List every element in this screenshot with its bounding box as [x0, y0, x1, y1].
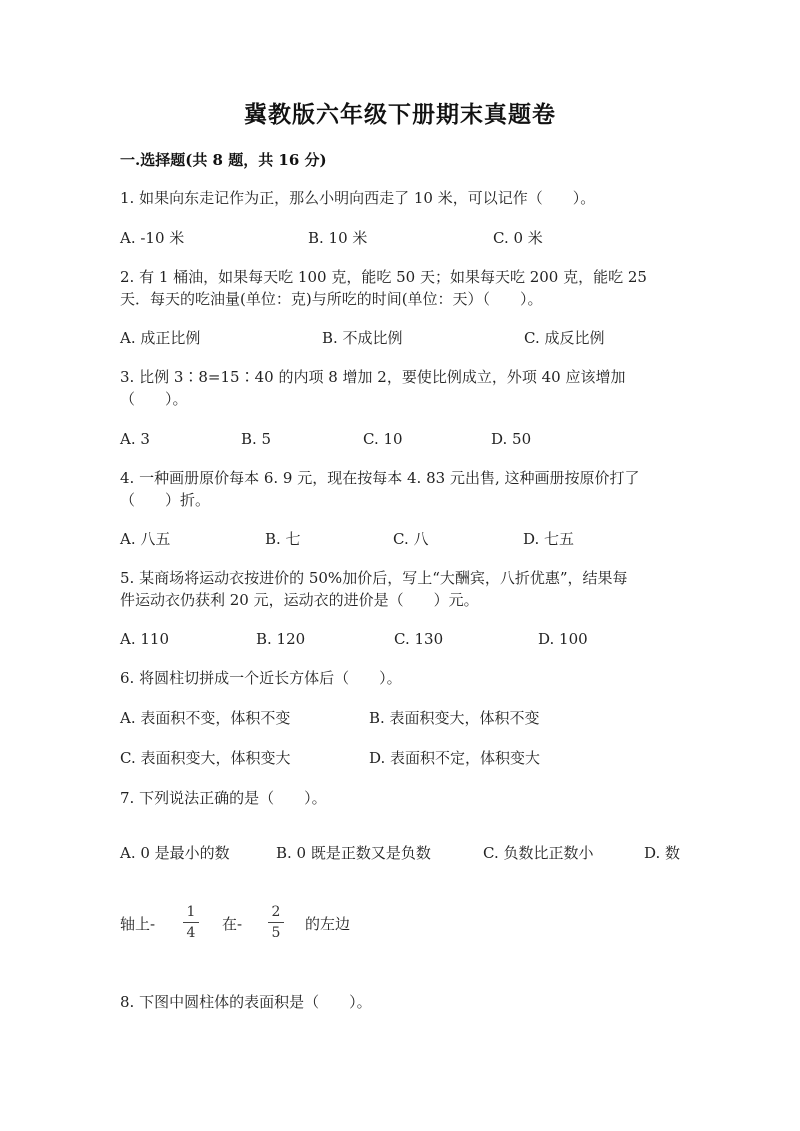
q1-option-c: C. 0 米 — [493, 229, 543, 247]
q7-option-c: C. 负数比正数小 — [483, 844, 594, 862]
fraction-two-fifths — [268, 904, 284, 941]
question-4-line-2: （ ）折。 — [120, 491, 211, 509]
question-7: 7. 下列说法正确的是（ ）。 — [120, 789, 327, 807]
fraction-denominator: 5 — [271, 925, 281, 941]
q4-option-b: B. 七 — [265, 530, 301, 548]
fraction-bar — [183, 922, 199, 923]
q5-option-b: B. 120 — [256, 630, 306, 648]
q7-option-b: B. 0 既是正数又是负数 — [276, 844, 431, 862]
q3-option-c: C. 10 — [363, 430, 403, 448]
q6-option-a: A. 表面积不变，体积不变 — [120, 709, 291, 727]
q5-option-c: C. 130 — [394, 630, 444, 648]
q4-option-a: A. 八五 — [120, 530, 171, 548]
q5-option-a: A. 110 — [120, 630, 169, 648]
q3-option-b: B. 5 — [241, 430, 272, 448]
question-5-line-1: 5. 某商场将运动衣按进价的 50%加价后，写上“大酬宾，八折优惠”，结果每 — [120, 569, 628, 587]
question-2-line-2: 天．每天的吃油量(单位：克)与所吃的时间(单位：天）（ ）。 — [120, 290, 543, 308]
q7-option-a: A. 0 是最小的数 — [120, 844, 230, 862]
page-title: 冀教版六年级下册期末真题卷 — [244, 101, 556, 128]
question-4-line-1: 4. 一种画册原价每本 6. 9 元，现在按每本 4. 83 元出售, 这种画册按原价打了 — [120, 469, 640, 487]
question-3-line-1: 3. 比例 3∶8=15∶40 的内项 8 增加 2，要使比例成立，外项 40 应该增加 — [120, 368, 626, 386]
q5-option-d: D. 100 — [538, 630, 588, 648]
q7-option-d-cont-1: 轴上- — [120, 915, 156, 933]
fraction-one-quarter — [183, 904, 199, 941]
question-3-line-2: （ ）。 — [120, 390, 188, 408]
fraction-numerator: 1 — [186, 904, 196, 920]
q4-option-d: D. 七五 — [523, 530, 575, 548]
q1-option-a: A. -10 米 — [120, 229, 185, 247]
fraction-bar — [268, 922, 284, 923]
fraction-denominator: 4 — [186, 925, 196, 941]
q7-option-d-cont-3: 的左边 — [305, 915, 351, 933]
question-6: 6. 将圆柱切拼成一个近长方体后（ ）。 — [120, 669, 402, 687]
q6-option-d: D. 表面积不定，体积变大 — [369, 749, 541, 767]
q2-option-a: A. 成正比例 — [120, 329, 201, 347]
q7-option-d: D. 数 — [644, 844, 681, 862]
question-5-line-2: 件运动衣仍获利 20 元，运动衣的进价是（ ）元。 — [120, 591, 479, 609]
fraction-numerator: 2 — [271, 904, 281, 920]
q7-option-d-cont-2: 在- — [222, 915, 243, 933]
question-1: 1. 如果向东走记作为正，那么小明向西走了 10 米，可以记作（ ）。 — [120, 189, 596, 207]
q3-option-d: D. 50 — [491, 430, 532, 448]
q3-option-a: A. 3 — [120, 430, 150, 448]
q1-option-b: B. 10 米 — [308, 229, 368, 247]
q6-option-b: B. 表面积变大，体积不变 — [369, 709, 540, 727]
question-2-line-1: 2. 有 1 桶油，如果每天吃 100 克，能吃 50 天；如果每天吃 200 克，能吃 25 — [120, 268, 647, 286]
q6-option-c: C. 表面积变大，体积变大 — [120, 749, 291, 767]
q2-option-b: B. 不成比例 — [322, 329, 403, 347]
q4-option-c: C. 八 — [393, 530, 429, 548]
question-8: 8. 下图中圆柱体的表面积是（ ）。 — [120, 993, 372, 1011]
q2-option-c: C. 成反比例 — [524, 329, 605, 347]
section-heading: 一.选择题(共 8 题，共 16 分) — [120, 151, 327, 169]
